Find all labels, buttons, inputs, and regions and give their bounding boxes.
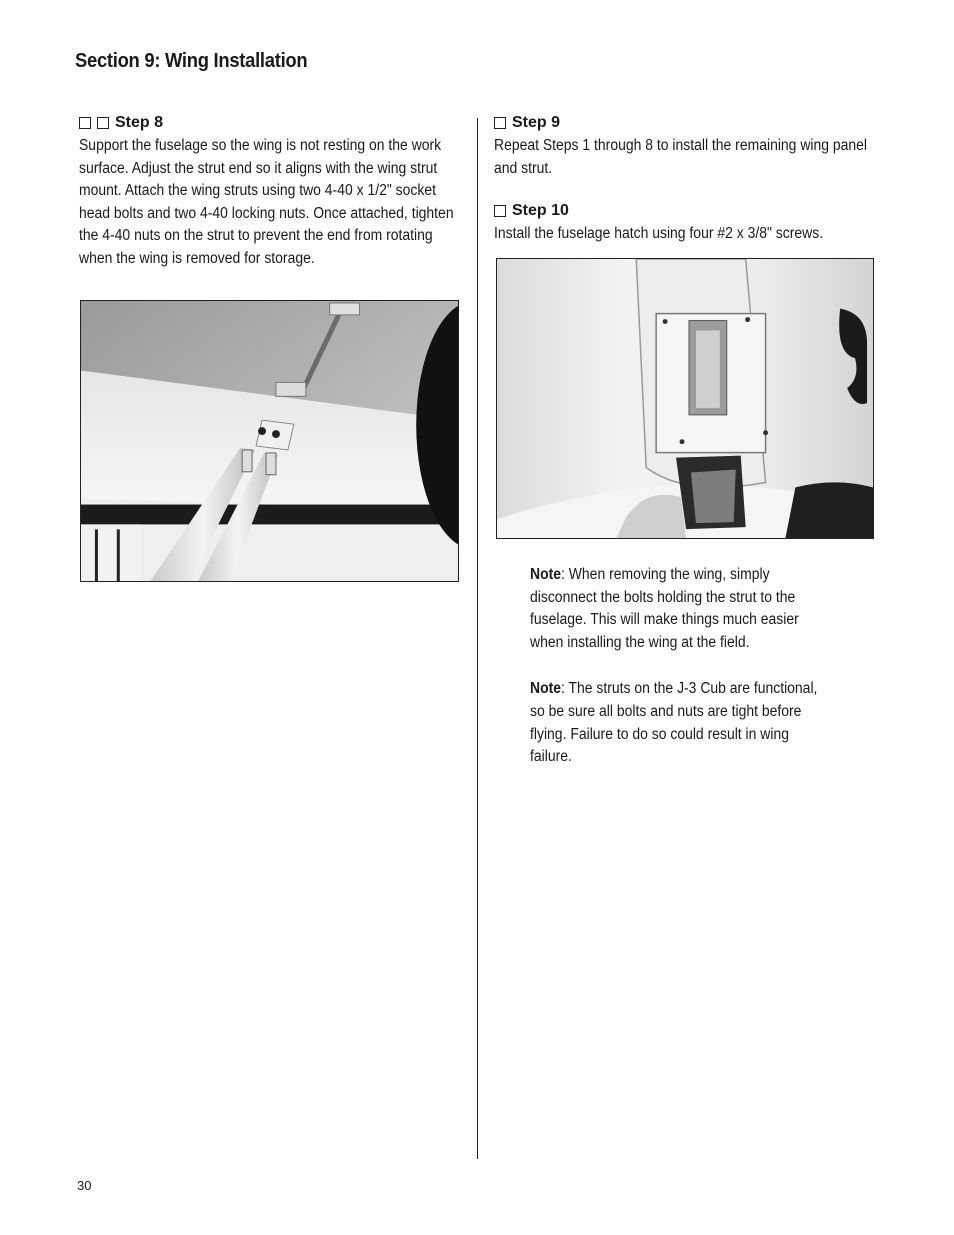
note-text: : When removing the wing, simply disconnect the bolts holding the strut to the fuselage. This will make things much easier when installing the wing at the field.: [530, 566, 799, 651]
column-divider: [477, 118, 478, 1159]
step-8-label: Step 8: [115, 114, 164, 131]
checkbox-icon[interactable]: [494, 205, 506, 217]
fuselage-hatch-photo: [496, 258, 874, 539]
step-9-text: Repeat Steps 1 through 8 to install the remaining wing panel and strut.: [494, 137, 868, 177]
left-column: [79, 111, 459, 271]
step-10-heading: [494, 199, 874, 223]
note-label: Note: [530, 566, 562, 583]
note-struts-functional: [530, 678, 827, 768]
step-8-heading: [79, 111, 459, 135]
section-title: Section 9: Wing Installation: [75, 50, 308, 72]
step-8-text: Support the fuselage so the wing is not resting on the work surface. Adjust the strut end so it aligns with the wing strut mount. Attach the wing struts using two 4-40 x 1/2" socket head bolts and two 4-40 locking nuts. Once attached, tighten the 4-40 nuts on the strut to prevent the end from rotating when the wing is removed for storage.: [79, 137, 454, 267]
checkbox-icon[interactable]: [97, 117, 109, 129]
note-text: : The struts on the J-3 Cub are functional, so be sure all bolts and nuts are tight before flying. Failure to do so could result in wing failure.: [530, 680, 818, 766]
page-number: 30: [77, 1178, 92, 1193]
note-label: Note: [530, 680, 562, 698]
step-10-label: Step 10: [512, 202, 569, 220]
checkbox-icon[interactable]: [494, 117, 506, 129]
step-10-text: Install the fuselage hatch using four #2 x 3/8" screws.: [494, 225, 824, 243]
wing-strut-photo: [80, 300, 459, 582]
step-9-heading: [494, 111, 874, 135]
notes: [530, 564, 840, 793]
step-9-label: Step 9: [512, 114, 561, 131]
note-wing-removal: [530, 564, 827, 654]
checkbox-icon[interactable]: [79, 117, 91, 129]
right-column: [494, 111, 874, 246]
